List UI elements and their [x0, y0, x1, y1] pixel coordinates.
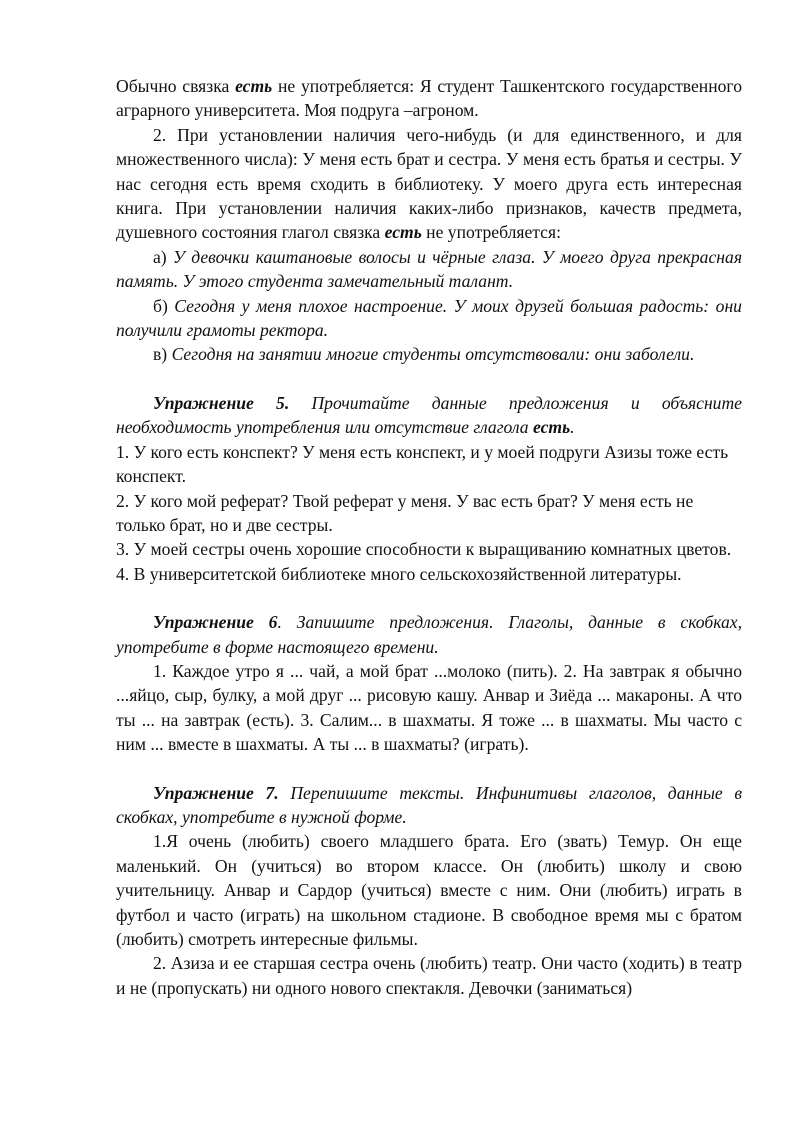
paragraph-rule-2	[116, 123, 742, 245]
exercise-7-text-2: 2. Азиза и ее старшая сестра очень (любить) театр. Они часто (ходить) в театр и не (пропускать) ни одного нового спектакля. Девочки (заниматься)	[116, 953, 742, 998]
example-c	[116, 342, 742, 366]
example-label: в)	[153, 344, 172, 365]
exercise-title: Упражнение 5.	[153, 392, 290, 413]
exercise-task: Прочитайте данные предложения и объясните необходимость употребления или отсутствие глагола	[116, 392, 742, 438]
example-text: Сегодня у меня плохое настроение. У моих друзей большая радость: они получили грамоты ректора.	[116, 295, 742, 341]
example-a	[116, 245, 742, 294]
exercise-5-heading	[116, 391, 742, 440]
paragraph-intro	[116, 74, 742, 123]
exercise-task: Перепишите тексты. Инфинитивы глаголов, данные в скобках, употребите в нужной форме.	[116, 782, 742, 827]
exercise-5-item: 2. У кого мой реферат? Твой реферат у меня. У вас есть брат? У меня есть не только брат, но и две сестры.	[116, 490, 694, 535]
exercise-7-heading	[116, 781, 742, 830]
text: не употребляется:	[421, 222, 561, 243]
example-label: б)	[153, 295, 175, 316]
keyword-est: есть	[533, 417, 571, 438]
text: Обычно связка	[116, 76, 236, 96]
exercise-task-end: .	[570, 417, 575, 438]
example-text: У девочки каштановые волосы и чёрные глаза. У моего друга прекрасная память. У этого студента замечательный талант.	[116, 246, 742, 292]
example-b	[116, 294, 742, 343]
exercise-6-body: 1. Каждое утро я ... чай, а мой брат ...молоко (пить). 2. На завтрак я обычно ...яйцо, сыр, булку, а мой друг ... рисовую кашу. Анвар и Зиёда ... макароны. А что ты ... на завтрак (есть). 3. Салим... в шахматы. Я тоже ... в шахматы. Мы часто с ним ... вместе в шахматы. А ты ... в шахматы? (играть).	[116, 660, 742, 755]
exercise-task: . Запишите предложения. Глаголы, данные в скобках, употребите в форме настоящего времени.	[116, 612, 742, 657]
exercise-7-text-1: 1.Я очень (любить) своего младшего брата. Его (звать) Темур. Он еще маленький. Он (учиться) во втором классе. Он (любить) школу и свою учительницу. Анвар и Сардор (учиться) вместе с ним. Они (любить) играть в футбол и часто (играть) на школьном стадионе. В свободное время мы с братом (любить) смотреть интересные фильмы.	[116, 831, 742, 949]
exercise-title: Упражнение 7.	[153, 782, 279, 803]
text: 2. При установлении наличия чего-нибудь (и для единственного, и для множественного числа): У меня есть брат и сестра. У меня есть братья и сестры. У нас сегодня есть время сходить в библиотеку. У моего друга есть интересная книга. При установлении наличия каких-либо признаков, качеств предмета, душевного состояния глагол связка	[116, 124, 742, 243]
exercise-5-item: 3. У моей сестры очень хорошие способности к выращиванию комнатных цветов.	[116, 539, 732, 560]
text: не употребляется: Я студент Ташкентского государственного аграрного университета. Моя подруга –агроном.	[116, 76, 742, 121]
exercise-title: Упражнение 6	[153, 612, 278, 633]
example-text: Сегодня на занятии многие студенты отсутствовали: они заболели.	[171, 344, 695, 365]
exercise-5-item: 4. В университетской библиотеке много сельскохозяйственной литературы.	[116, 563, 682, 584]
keyword-est: есть	[384, 222, 422, 243]
exercise-5-item: 1. У кого есть конспект? У меня есть конспект, и у моей подруги Азизы тоже есть конспект.	[116, 441, 729, 487]
example-label: а)	[153, 246, 174, 267]
exercise-6-heading	[116, 610, 742, 659]
keyword-est: есть	[235, 76, 273, 96]
